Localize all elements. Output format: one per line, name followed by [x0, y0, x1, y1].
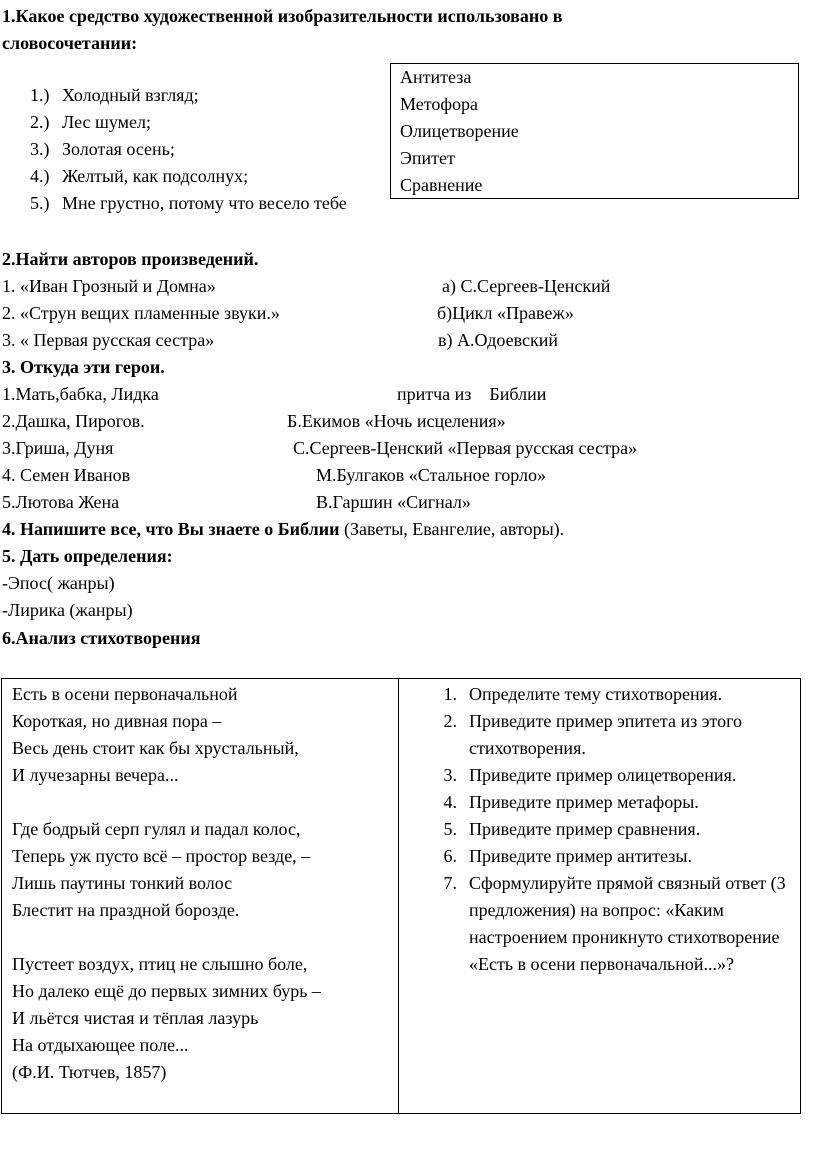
hero-item: 1.Мать,бабка, Лидка: [2, 384, 159, 404]
list-item: 4. Приведите пример метафоры.: [443, 792, 699, 812]
hero-item: 2.Дашка, Пирогов.: [2, 411, 145, 431]
list-item: 4.) Желтый, как подсолнух;: [30, 166, 249, 186]
poem-attribution: (Ф.И. Тютчев, 1857): [12, 1062, 167, 1082]
q4-hint: (Заветы, Евангелие, авторы).: [339, 519, 565, 539]
tasks-cell: [399, 679, 800, 1113]
work-item: 1. «Иван Грозный и Домна»: [2, 276, 216, 296]
option-item: Сравнение: [400, 175, 483, 195]
list-item: 1.) Холодный взгляд;: [30, 85, 199, 105]
list-item: 2.) Лес шумел;: [30, 112, 151, 132]
work-item: 2. «Струн вещих пламенные звуки.»: [2, 303, 280, 323]
q4-line: [2, 516, 564, 543]
author-item: б)Цикл «Правеж»: [437, 303, 574, 323]
task-list: [399, 681, 800, 978]
poem-line: Лишь паутины тонкий волос: [12, 873, 233, 893]
poem-line: Блестит на праздной борозде.: [12, 900, 240, 920]
poem-line: Весь день стоит как бы хрустальный,: [12, 738, 299, 758]
poem-line: И льётся чистая и тёплая лазурь: [12, 1008, 259, 1028]
list-item: 1. Определите тему стихотворения.: [443, 684, 723, 704]
list-item: 3.) Золотая осень;: [30, 139, 175, 159]
q5-title: 5. Дать определения:: [2, 546, 173, 566]
q6-title: 6.Анализ стихотворения: [2, 628, 201, 648]
option-item: Метофора: [400, 94, 479, 114]
option-item: Эпитет: [400, 148, 455, 168]
source-item: В.Гаршин «Сигнал»: [316, 492, 471, 512]
hero-item: 5.Лютова Жена: [2, 492, 120, 512]
poem-cell: [2, 679, 399, 1113]
list-item: 5.) Мне грустно, потому что весело тебе: [30, 193, 347, 213]
hero-item: 3.Гриша, Дуня: [2, 438, 114, 458]
poem-line: Пустеет воздух, птиц не слышно боле,: [12, 954, 308, 974]
poem-analysis-table: [1, 678, 801, 1114]
source-item: С.Сергеев-Ценский «Первая русская сестра»: [293, 438, 638, 458]
poem-line: Есть в осени первоначальной: [12, 684, 238, 704]
list-item: 5. Приведите пример сравнения.: [443, 819, 701, 839]
list-item: 3. Приведите пример олицетворения.: [443, 765, 737, 785]
poem-line: На отдыхающее поле...: [12, 1035, 189, 1055]
source-item: Б.Екимов «Ночь исцеления»: [287, 411, 506, 431]
q2-title: 2.Найти авторов произведений.: [2, 249, 259, 269]
list-item: 2. Приведите пример эпитета из этого стихотворения.: [443, 711, 743, 758]
list-item: 7. Сформулируйте прямой связный ответ (3 предложения) на вопрос: «Каким настроением проникнуто стихотворение «Есть в осени первоначальной...»?: [443, 873, 786, 974]
option-item: Олицетворение: [400, 121, 519, 141]
q1-phrase-list: [30, 82, 362, 217]
hero-item: 4. Семен Иванов: [2, 465, 131, 485]
source-item: М.Булгаков «Стальное горло»: [316, 465, 547, 485]
poem-line: И лучезарны вечера...: [12, 765, 179, 785]
poem-line: Короткая, но дивная пора –: [12, 711, 222, 731]
list-item: 6. Приведите пример антитезы.: [443, 846, 692, 866]
q3-title: 3. Откуда эти герои.: [2, 357, 165, 377]
work-item: 3. « Первая русская сестра»: [2, 330, 215, 350]
q1-options-box: [390, 63, 799, 199]
q4-number: 4: [2, 519, 11, 539]
author-item: в) А.Одоевский: [438, 330, 559, 350]
definition-item: -Эпос( жанры): [2, 573, 115, 593]
q4-title: . Напишите все, что Вы знаете о Библии: [11, 519, 340, 539]
poem-line: Где бодрый серп гулял и падал колос,: [12, 819, 301, 839]
poem-line: Теперь уж пусто всё – простор везде, –: [12, 846, 311, 866]
q1-title: 1.Какое средство художественной изобразительности использовано в словосочетании:: [2, 6, 563, 53]
poem-line: Но далеко ещё до первых зимних бурь –: [12, 981, 321, 1001]
definition-item: -Лирика (жанры): [2, 600, 133, 620]
author-item: а) С.Сергеев-Ценский: [442, 276, 611, 296]
source-item: притча из Библии: [397, 384, 547, 404]
option-item: Антитеза: [400, 67, 472, 87]
